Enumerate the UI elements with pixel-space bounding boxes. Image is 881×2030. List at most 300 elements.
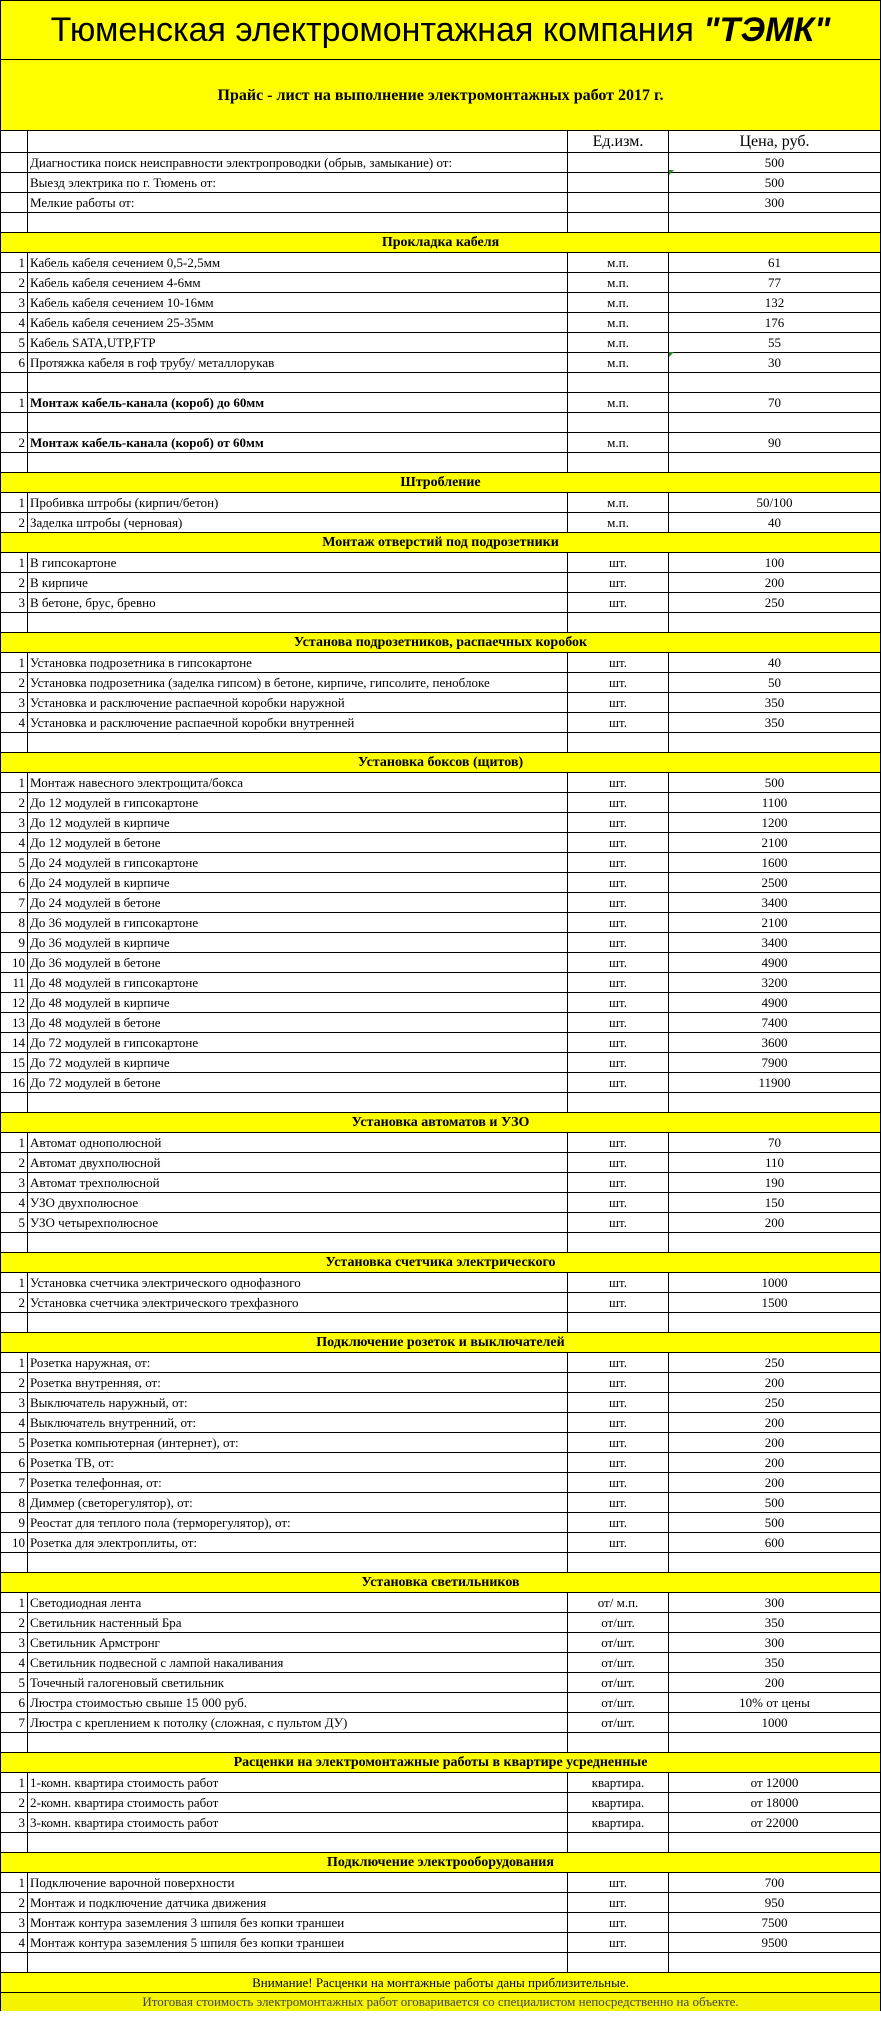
row-price: [669, 1733, 880, 1752]
empty-row: [1, 733, 880, 753]
row-name: [28, 1233, 568, 1252]
header-name: [28, 131, 568, 152]
row-price: 40: [768, 654, 781, 670]
table-row: [1, 653, 880, 673]
row-number: 6: [1, 1693, 28, 1712]
section-title: Установка светильников: [1, 1573, 880, 1592]
row-name: [28, 1833, 568, 1852]
section-title: Установка автоматов и УЗО: [1, 1113, 880, 1132]
row-unit: шт.: [568, 1413, 669, 1432]
note-row: [1, 1993, 880, 2011]
table-row: [1, 1613, 880, 1633]
row-name: Розетка компьютерная (интернет), от:: [28, 1433, 568, 1452]
empty-row: [1, 453, 880, 473]
row-name: Автомат двухполюсной: [28, 1153, 568, 1172]
row-number: [1, 1833, 28, 1852]
row-price: 10% от цены: [739, 1694, 810, 1710]
row-name: До 36 модулей в гипсокартоне: [28, 913, 568, 932]
row-name: УЗО двухполюсное: [28, 1193, 568, 1212]
row-name: [28, 413, 568, 432]
row-unit: от/шт.: [568, 1613, 669, 1632]
row-unit: шт.: [568, 1513, 669, 1532]
section-header-row: [1, 233, 880, 253]
empty-row: [1, 1953, 880, 1973]
row-number: 1: [1, 1273, 28, 1292]
row-unit: от/шт.: [568, 1633, 669, 1652]
table-row: [1, 813, 880, 833]
row-name: Протяжка кабеля в гоф трубу/ металлорукав: [28, 353, 568, 372]
table-row: [1, 1053, 880, 1073]
row-price: 110: [764, 1154, 785, 1170]
row-unit: шт.: [568, 1273, 669, 1292]
row-price: 200: [764, 1474, 785, 1490]
row-price: 500: [764, 174, 785, 190]
row-price: 3200: [761, 974, 788, 990]
table-row: [1, 553, 880, 573]
table-row: [1, 1793, 880, 1813]
table-row: [1, 273, 880, 293]
table-row: [1, 1593, 880, 1613]
row-number: 7: [1, 893, 28, 912]
table-row: [1, 953, 880, 973]
row-price: 250: [764, 1354, 785, 1370]
table-row: [1, 433, 880, 453]
row-number: 16: [1, 1073, 28, 1092]
row-unit: шт.: [568, 933, 669, 952]
section-title: Установка боксов (щитов): [1, 753, 880, 772]
row-price: 4900: [761, 994, 788, 1010]
row-number: 1: [1, 1353, 28, 1372]
row-unit: шт.: [568, 793, 669, 812]
empty-row: [1, 373, 880, 393]
row-unit: [568, 733, 669, 752]
row-number: 4: [1, 313, 28, 332]
row-unit: шт.: [568, 773, 669, 792]
table-row: [1, 573, 880, 593]
company-brand: "ТЭМК": [703, 11, 831, 49]
row-number: 4: [1, 1193, 28, 1212]
section-title: Штробление: [1, 473, 880, 492]
row-price: 200: [764, 1374, 785, 1390]
row-price: 70: [768, 394, 781, 410]
row-price: 7400: [761, 1014, 788, 1030]
row-unit: шт.: [568, 813, 669, 832]
row-unit: шт.: [568, 1353, 669, 1372]
row-unit: шт.: [568, 1173, 669, 1192]
row-price: [669, 1233, 880, 1252]
row-unit: шт.: [568, 1133, 669, 1152]
row-number: 1: [1, 393, 28, 412]
row-name: [28, 373, 568, 392]
row-number: 3: [1, 1633, 28, 1652]
row-number: 14: [1, 1033, 28, 1052]
row-price: 300: [764, 1634, 785, 1650]
row-number: 2: [1, 513, 28, 532]
table-row: [1, 1073, 880, 1093]
row-price: 3400: [761, 894, 788, 910]
note-row: [1, 1973, 880, 1993]
row-number: 2: [1, 673, 28, 692]
row-name: 1-комн. квартира стоимость работ: [28, 1773, 568, 1792]
row-name: До 12 модулей в гипсокартоне: [28, 793, 568, 812]
row-number: [1, 373, 28, 392]
row-price: 1000: [761, 1274, 788, 1290]
row-price: 200: [764, 1214, 785, 1230]
row-price: 55: [768, 334, 781, 350]
row-unit: м.п.: [568, 513, 669, 532]
row-unit: [568, 373, 669, 392]
row-price: 200: [764, 1434, 785, 1450]
row-unit: шт.: [568, 1013, 669, 1032]
row-number: 3: [1, 593, 28, 612]
row-price: 132: [764, 294, 785, 310]
section-header-row: [1, 533, 880, 553]
row-name: Монтаж кабель-канала (короб) до 60мм: [28, 393, 568, 412]
row-number: 13: [1, 1013, 28, 1032]
table-row: [1, 1453, 880, 1473]
row-number: 6: [1, 1453, 28, 1472]
row-price: 1100: [761, 794, 788, 810]
row-unit: от/шт.: [568, 1653, 669, 1672]
table-row: [1, 913, 880, 933]
row-number: 3: [1, 1813, 28, 1832]
row-unit: [568, 1953, 669, 1972]
header-num: [1, 131, 28, 152]
row-number: [1, 613, 28, 632]
row-unit: шт.: [568, 1473, 669, 1492]
section-header-row: [1, 1853, 880, 1873]
row-name: Заделка штробы (черновая): [28, 513, 568, 532]
table-row: [1, 673, 880, 693]
table-row: [1, 1633, 880, 1653]
row-name: Светодиодная лента: [28, 1593, 568, 1612]
table-row: [1, 893, 880, 913]
row-number: 1: [1, 493, 28, 512]
empty-row: [1, 413, 880, 433]
row-number: 6: [1, 873, 28, 892]
row-number: 4: [1, 713, 28, 732]
row-name: Установка и расключение распаечной коробки внутренней: [28, 713, 568, 732]
row-name: До 12 модулей в кирпиче: [28, 813, 568, 832]
section-title: Монтаж отверстий под подрозетники: [1, 533, 880, 552]
cell-comment-marker: [669, 170, 674, 175]
row-number: 4: [1, 1653, 28, 1672]
row-price: 61: [768, 254, 781, 270]
row-number: [1, 1093, 28, 1112]
empty-row: [1, 1833, 880, 1853]
row-name: До 48 модулей в бетоне: [28, 1013, 568, 1032]
row-price: 200: [764, 1674, 785, 1690]
row-unit: [568, 1313, 669, 1332]
empty-row: [1, 1313, 880, 1333]
table-row: [1, 713, 880, 733]
row-unit: шт.: [568, 1153, 669, 1172]
row-number: 3: [1, 1173, 28, 1192]
section-header-row: [1, 1253, 880, 1273]
row-name: [28, 1953, 568, 1972]
table-row: [1, 173, 880, 193]
row-price: 500: [764, 774, 785, 790]
row-name: Розетка внутренняя, от:: [28, 1373, 568, 1392]
row-number: [1, 1313, 28, 1332]
row-unit: шт.: [568, 573, 669, 592]
row-unit: шт.: [568, 833, 669, 852]
table-row: [1, 193, 880, 213]
table-row: [1, 1213, 880, 1233]
row-price: 90: [768, 434, 781, 450]
row-price: 200: [764, 1414, 785, 1430]
row-number: 2: [1, 273, 28, 292]
row-unit: шт.: [568, 1053, 669, 1072]
row-unit: шт.: [568, 1913, 669, 1932]
table-row: [1, 1933, 880, 1953]
row-number: 7: [1, 1473, 28, 1492]
row-unit: м.п.: [568, 273, 669, 292]
row-unit: от/шт.: [568, 1673, 669, 1692]
row-unit: квартира.: [568, 1813, 669, 1832]
row-unit: [568, 1233, 669, 1252]
section-header-row: [1, 633, 880, 653]
row-name: До 36 модулей в кирпиче: [28, 933, 568, 952]
row-name: УЗО четырехполюсное: [28, 1213, 568, 1232]
row-price: 1600: [761, 854, 788, 870]
row-unit: [568, 173, 669, 192]
row-name: [28, 733, 568, 752]
row-unit: шт.: [568, 1493, 669, 1512]
row-number: 1: [1, 1873, 28, 1892]
row-price: 3400: [761, 934, 788, 950]
row-name: Установка счетчика электрического трехфазного: [28, 1293, 568, 1312]
row-number: [1, 413, 28, 432]
table-row: [1, 1533, 880, 1553]
row-number: 1: [1, 1593, 28, 1612]
row-number: 1: [1, 1133, 28, 1152]
row-name: Розетка ТВ, от:: [28, 1453, 568, 1472]
company-name: Тюменская электромонтажная компания: [50, 11, 694, 49]
row-unit: шт.: [568, 593, 669, 612]
section-header-row: [1, 473, 880, 493]
row-unit: [568, 213, 669, 232]
table-row: [1, 1353, 880, 1373]
table-row: [1, 1473, 880, 1493]
row-number: [1, 193, 28, 212]
row-price: 30: [768, 354, 781, 370]
row-unit: [568, 613, 669, 632]
table-row: [1, 353, 880, 373]
row-number: [1, 153, 28, 172]
row-name: Люстра стоимостью свыше 15 000 руб.: [28, 1693, 568, 1712]
row-unit: от/ м.п.: [568, 1593, 669, 1612]
row-number: 1: [1, 1773, 28, 1792]
row-unit: м.п.: [568, 333, 669, 352]
row-name: [28, 1313, 568, 1332]
row-price: 4900: [761, 954, 788, 970]
row-number: 2: [1, 793, 28, 812]
row-unit: шт.: [568, 713, 669, 732]
row-unit: [568, 153, 669, 172]
row-unit: шт.: [568, 693, 669, 712]
row-unit: шт.: [568, 1393, 669, 1412]
row-name: [28, 1733, 568, 1752]
row-number: [1, 173, 28, 192]
table-row: [1, 1393, 880, 1413]
row-price: 200: [764, 574, 785, 590]
row-name: [28, 1093, 568, 1112]
row-price: [669, 733, 880, 752]
row-unit: шт.: [568, 1073, 669, 1092]
row-number: [1, 733, 28, 752]
row-number: 3: [1, 1393, 28, 1412]
table-row: [1, 693, 880, 713]
row-unit: шт.: [568, 993, 669, 1012]
table-row: [1, 393, 880, 413]
section-title: Прокладка кабеля: [1, 233, 880, 252]
row-name: 3-комн. квартира стоимость работ: [28, 1813, 568, 1832]
row-name: Выключатель внутренний, от:: [28, 1413, 568, 1432]
row-name: Монтаж контура заземления 3 шпиля без копки траншеи: [28, 1913, 568, 1932]
table-row: [1, 493, 880, 513]
row-unit: [568, 1733, 669, 1752]
price-list-subtitle: Прайс - лист на выполнение электромонтажных работ 2017 г.: [1, 60, 880, 131]
row-number: 2: [1, 1893, 28, 1912]
row-unit: шт.: [568, 1933, 669, 1952]
row-price: 1500: [761, 1294, 788, 1310]
row-unit: м.п.: [568, 353, 669, 372]
row-number: [1, 1553, 28, 1572]
row-name: 2-комн. квартира стоимость работ: [28, 1793, 568, 1812]
row-price: 7900: [761, 1054, 788, 1070]
header-price: Цена, руб.: [739, 132, 810, 150]
row-name: До 72 модулей в кирпиче: [28, 1053, 568, 1072]
row-name: Кабель SATA,UTP,FTP: [28, 333, 568, 352]
section-title: Расценки на электромонтажные работы в квартире усредненные: [1, 1753, 880, 1772]
row-name: Монтаж навесного электрощита/бокса: [28, 773, 568, 792]
row-unit: м.п.: [568, 293, 669, 312]
table-row: [1, 1173, 880, 1193]
row-price: [669, 413, 880, 432]
row-price: [669, 1313, 880, 1332]
row-price: 350: [764, 694, 785, 710]
row-unit: шт.: [568, 1213, 669, 1232]
row-unit: квартира.: [568, 1773, 669, 1792]
table-row: [1, 1193, 880, 1213]
row-price: 600: [764, 1534, 785, 1550]
section-header-row: [1, 1333, 880, 1353]
table-row: [1, 1653, 880, 1673]
row-number: 1: [1, 653, 28, 672]
row-unit: [568, 1093, 669, 1112]
row-number: [1, 1733, 28, 1752]
section-header-row: [1, 753, 880, 773]
row-price: 9500: [761, 1934, 788, 1950]
table-row: [1, 513, 880, 533]
row-number: 5: [1, 1433, 28, 1452]
row-price: [669, 613, 880, 632]
row-unit: шт.: [568, 893, 669, 912]
table-header: [1, 131, 880, 153]
table-row: [1, 1133, 880, 1153]
row-number: 3: [1, 1913, 28, 1932]
row-price: [669, 213, 880, 232]
warning-note: Внимание! Расценки на монтажные работы даны приблизительные.: [1, 1973, 880, 1992]
row-price: от 22000: [750, 1814, 799, 1830]
table-row: [1, 1913, 880, 1933]
row-name: Пробивка штробы (кирпич/бетон): [28, 493, 568, 512]
row-number: 5: [1, 853, 28, 872]
table-row: [1, 1013, 880, 1033]
row-name: До 12 модулей в бетоне: [28, 833, 568, 852]
row-number: 5: [1, 1673, 28, 1692]
row-unit: [568, 1553, 669, 1572]
table-row: [1, 1493, 880, 1513]
row-price: [669, 1953, 880, 1972]
row-number: 4: [1, 1933, 28, 1952]
row-price: [669, 373, 880, 392]
row-unit: шт.: [568, 873, 669, 892]
row-number: 2: [1, 1373, 28, 1392]
row-price: 500: [764, 154, 785, 170]
row-price: 1200: [761, 814, 788, 830]
row-name: До 48 модулей в гипсокартоне: [28, 973, 568, 992]
table-row: [1, 313, 880, 333]
row-number: [1, 1233, 28, 1252]
row-number: 2: [1, 1293, 28, 1312]
table-row: [1, 853, 880, 873]
row-name: Установка подрозетника (заделка гипсом) в бетоне, кирпиче, гипсолите, пеноблоке: [28, 673, 568, 692]
table-row: [1, 933, 880, 953]
row-name: До 36 модулей в бетоне: [28, 953, 568, 972]
row-number: [1, 453, 28, 472]
row-name: До 72 модулей в бетоне: [28, 1073, 568, 1092]
row-price: 2100: [761, 834, 788, 850]
row-price: [669, 453, 880, 472]
row-number: 10: [1, 953, 28, 972]
empty-row: [1, 1093, 880, 1113]
row-unit: шт.: [568, 973, 669, 992]
row-unit: [568, 453, 669, 472]
table-row: [1, 1673, 880, 1693]
row-price: от 12000: [750, 1774, 799, 1790]
row-name: Люстра с креплением к потолку (сложная, с пультом ДУ): [28, 1713, 568, 1732]
row-number: 12: [1, 993, 28, 1012]
header-unit: Ед.изм.: [568, 131, 669, 152]
row-name: В бетоне, брус, бревно: [28, 593, 568, 612]
row-name: Кабель кабеля сечением 10-16мм: [28, 293, 568, 312]
empty-row: [1, 1733, 880, 1753]
row-name: Светильник подвесной с лампой накаливания: [28, 1653, 568, 1672]
row-number: 4: [1, 833, 28, 852]
row-number: 6: [1, 353, 28, 372]
table-row: [1, 833, 880, 853]
row-price: 50: [768, 674, 781, 690]
table-row: [1, 1433, 880, 1453]
row-number: 1: [1, 253, 28, 272]
row-unit: квартира.: [568, 1793, 669, 1812]
row-name: [28, 613, 568, 632]
row-name: Монтаж и подключение датчика движения: [28, 1893, 568, 1912]
table-row: [1, 1373, 880, 1393]
row-unit: шт.: [568, 1533, 669, 1552]
row-unit: от/шт.: [568, 1693, 669, 1712]
row-price: 300: [764, 194, 785, 210]
footer-note: Итоговая стоимость электромонтажных работ оговаривается со специалистом непосредственно на объекте.: [1, 1993, 880, 2011]
table-row: [1, 253, 880, 273]
row-number: 8: [1, 1493, 28, 1512]
row-number: 5: [1, 333, 28, 352]
empty-row: [1, 613, 880, 633]
row-name: До 24 модулей в бетоне: [28, 893, 568, 912]
row-number: 2: [1, 1153, 28, 1172]
